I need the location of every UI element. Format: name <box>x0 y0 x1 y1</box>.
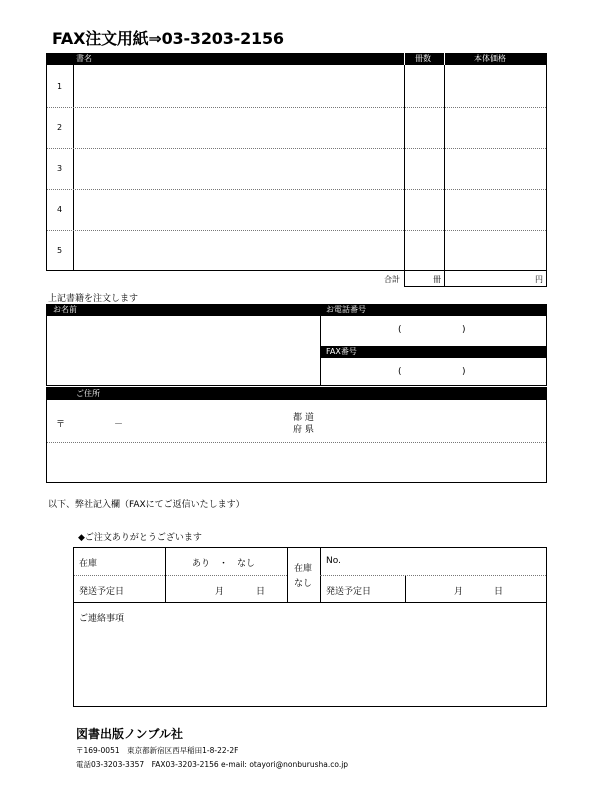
row-number: 5 <box>57 246 63 255</box>
contact-notes-label: ご連絡事項 <box>79 614 125 624</box>
column-line <box>444 65 445 287</box>
header-separator <box>404 53 405 65</box>
stock-options: あり ・ なし <box>192 559 256 569</box>
price-unit: 円 <box>535 275 543 284</box>
customer-name-box <box>46 304 321 386</box>
row-separator <box>47 148 546 149</box>
ship-day-2: 日 <box>494 587 504 597</box>
row-separator <box>47 230 546 231</box>
ship-month: 月 <box>215 587 225 597</box>
company-section-note: 以下、弊社記入欄（FAXにてご返信いたします） <box>48 500 245 510</box>
row-separator <box>47 107 546 108</box>
phone-paren-open: ( <box>398 325 402 335</box>
fax-paren-close: ) <box>462 367 466 377</box>
row-separator <box>47 189 546 190</box>
ship-date-label-2: 発送予定日 <box>326 587 372 597</box>
phone-label: お電話番号 <box>326 305 366 314</box>
header-separator <box>444 53 445 65</box>
reply-row-separator <box>320 575 546 576</box>
postal-mark: 〒 <box>56 420 66 430</box>
reply-col-line <box>287 547 288 603</box>
column-line <box>73 65 74 271</box>
reply-col-line <box>405 575 406 603</box>
order-number-label: No. <box>326 556 341 566</box>
prefecture-label-2: 府 県 <box>293 425 314 435</box>
order-table <box>46 53 547 271</box>
phone-fax-box <box>320 304 547 386</box>
prefecture-label-1: 都 道 <box>293 413 314 423</box>
column-line <box>404 65 405 287</box>
page-title: FAX注文用紙⇒03-3203-2156 <box>52 29 284 48</box>
address-label: ご住所 <box>76 389 100 398</box>
name-header-bar <box>46 304 321 316</box>
row-number: 4 <box>57 205 63 214</box>
publisher-name: 図書出版ノンブル社 <box>76 727 184 741</box>
order-note: 上記書籍を注文します <box>48 294 139 304</box>
ship-month-2: 月 <box>454 587 464 597</box>
phone-paren-close: ) <box>462 325 466 335</box>
row-number: 3 <box>57 164 63 173</box>
name-label: お名前 <box>53 305 77 314</box>
postal-dash: － <box>114 420 124 430</box>
order-table-header <box>46 53 547 65</box>
row-number: 2 <box>57 123 63 132</box>
address-separator <box>47 442 546 443</box>
header-book-title: 書名 <box>76 54 92 63</box>
publisher-address: 〒169-0051 東京都新宿区西早稲田1-8-22-2F <box>76 746 239 755</box>
address-box <box>46 387 547 483</box>
header-quantity: 冊数 <box>415 54 431 63</box>
total-label: 合計 <box>384 275 400 284</box>
header-price: 本体価格 <box>474 54 506 63</box>
reply-row-separator <box>74 575 287 576</box>
ship-date-label: 発送予定日 <box>79 587 125 597</box>
stock-label: 在庫 <box>79 559 98 569</box>
thanks-note: ◆ご注文ありがとうございます <box>78 533 202 543</box>
total-right-line <box>546 271 547 287</box>
address-header-bar <box>46 387 547 400</box>
no-stock-label-1: 在庫 <box>294 564 313 574</box>
fax-paren-open: ( <box>398 367 402 377</box>
no-stock-label-2: なし <box>294 579 313 589</box>
ship-day: 日 <box>256 587 266 597</box>
quantity-unit: 冊 <box>433 275 441 284</box>
row-number: 1 <box>57 82 63 91</box>
total-bottom-line <box>404 286 547 287</box>
fax-label: FAX番号 <box>326 347 357 356</box>
reply-divider <box>73 602 547 603</box>
publisher-contact: 電話03-3203-3357 FAX03-3203-2156 e-mail: otayori@nonburusha.co.jp <box>76 760 349 769</box>
